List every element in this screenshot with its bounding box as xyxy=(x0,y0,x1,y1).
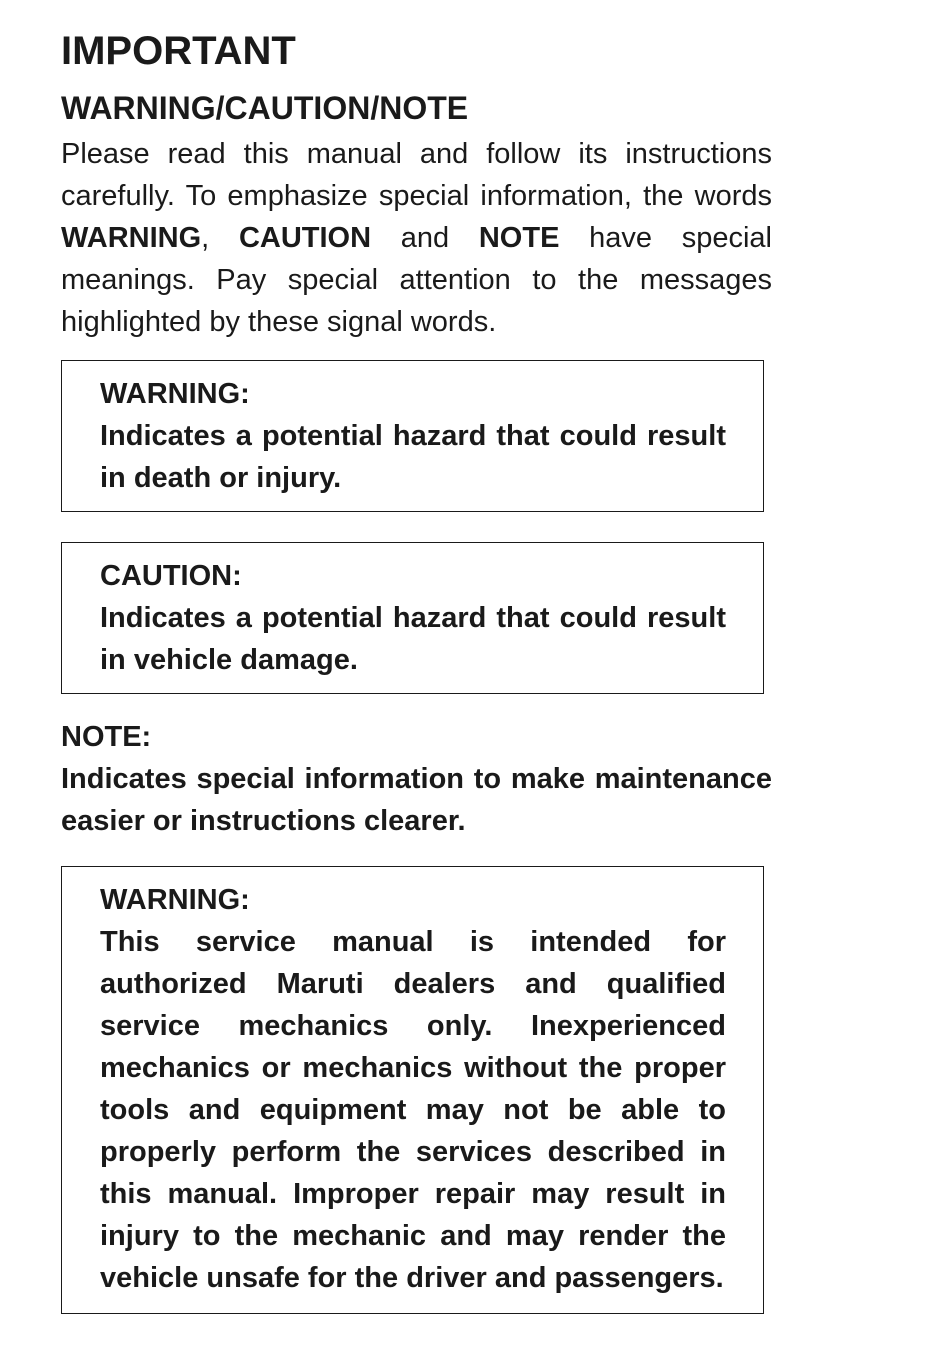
warning-box-heading: WARNING: xyxy=(100,378,250,410)
intro-text-part2: have special meanings. Pay special attention to the messages highlighted by these signal words. xyxy=(61,222,772,338)
intro-word-note: NOTE xyxy=(478,222,560,254)
service-warning-text: This service manual is intended for authorized Maruti dealers and qualified service mechanics only. Inexperienced mechanics or mechanics without the proper tools and equipment may not be able to properly perform the services described in this manual. Improper repair may result in injury to the mechanic and may render the vehicle unsafe for the driver and passengers. xyxy=(100,926,726,1294)
note-section xyxy=(61,716,772,842)
warning-box xyxy=(61,360,764,512)
intro-word-warning: WARNING xyxy=(61,222,202,254)
intro-text-part1: Please read this manual and follow its instructions carefully. To emphasize special information, the words xyxy=(61,138,772,212)
page-title: IMPORTANT xyxy=(61,29,296,73)
service-warning-box xyxy=(61,866,764,1314)
caution-box xyxy=(61,542,764,694)
intro-word-caution: CAUTION xyxy=(238,222,372,254)
service-warning-heading: WARNING: xyxy=(100,884,250,916)
caution-box-text: Indicates a potential hazard that could result in vehicle damage. xyxy=(100,602,726,676)
warning-box-text: Indicates a potential hazard that could result in death or injury. xyxy=(100,420,726,494)
caution-box-heading: CAUTION: xyxy=(100,560,242,592)
intro-comma: , xyxy=(201,222,239,254)
section-subtitle: WARNING/CAUTION/NOTE xyxy=(61,90,469,126)
note-heading: NOTE: xyxy=(61,721,152,753)
intro-and: and xyxy=(371,222,479,254)
intro-paragraph xyxy=(61,133,772,343)
note-text: Indicates special information to make maintenance easier or instructions clearer. xyxy=(61,763,772,837)
